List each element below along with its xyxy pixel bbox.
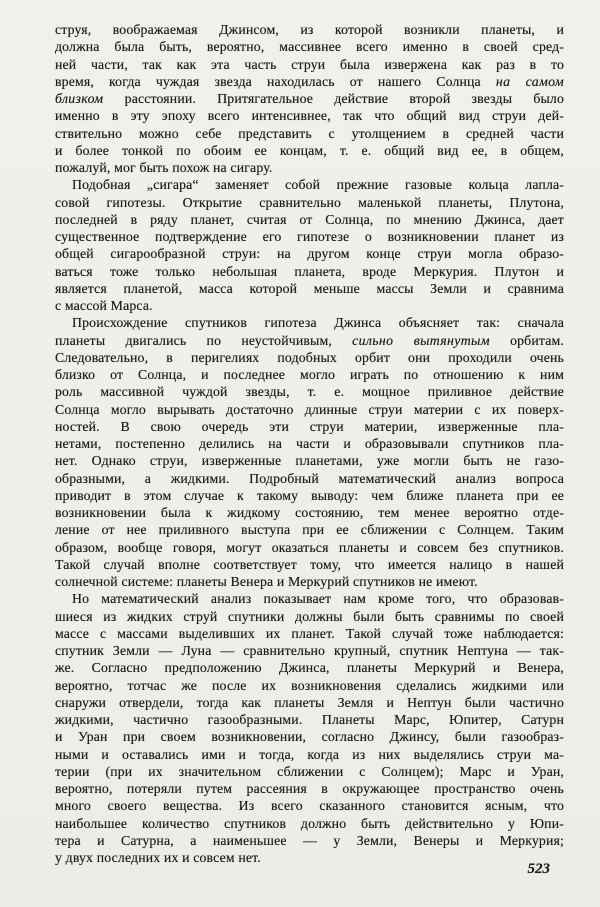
text-line: наибольшее количество спутников должно быть действительно у Юпи- <box>55 815 564 831</box>
text-line: планеты двигались по неустойчивым, сильно вытянутым орбитам. <box>55 332 564 348</box>
text-line: снаружи отвердели, тогда как планеты Земля и Нептун были частично <box>55 694 564 710</box>
text-line: близком расстоянии. Притягательное действие второй звезды было <box>55 91 564 106</box>
text-line: терии (при их значительном сближении с Солнцем); Марс и Уран, <box>55 763 564 779</box>
text-line: ствительно можно себе представить с утолщением в средней части <box>55 125 564 141</box>
text-line: существенное подтверждение его гипотезе о возникновении планет из <box>55 229 564 244</box>
text-line: должна была быть, вероятно, массивнее всего именно в своей сред- <box>55 39 564 55</box>
text-line: жидкими, частично газообразными. Планеты Марс, Юпитер, Сатурн <box>55 712 564 727</box>
text-line: Солнца могло вырывать достаточно длинные струи материи с их поверх- <box>55 401 564 417</box>
text-line: ление от нее приливного выступа при ее сближении с Солнцем. Таким <box>55 522 564 538</box>
text-line: близко от Солнца, и последнее могло играть по отношению к ним <box>55 367 564 382</box>
text-line: Но математический анализ показывает нам кроме того, что образовав- <box>72 591 564 607</box>
text-line: струя, воображаемая Джинсом, из которой возникли планеты, и <box>55 22 564 37</box>
text-line: с массой Марса. <box>55 298 153 313</box>
text-line: много своего вещества. Из всего сказанного становится ясным, что <box>55 798 564 814</box>
text-line: Такой случай вполне соответствует тому, что имеется налицо в нашей <box>55 556 564 572</box>
text-line: ностей. В свою очередь эти струи материи, изверженные пла- <box>55 418 564 434</box>
text-line: приводит в этом случае к такому выводу: чем ближе планета при ее <box>55 487 564 503</box>
text-line: же. Согласно предположению Джинса, планеты Меркурий и Венера, <box>55 660 564 676</box>
text-line: и Уран при своем возникновении, согласно Джинсу, были газообраз- <box>55 729 564 745</box>
text-line: общей сигарообразной струи: на другом конце струи могла образо- <box>55 246 564 262</box>
text-line: последней в ряду планет, считая от Солнца, по мнению Джинса, дает <box>55 211 564 227</box>
text-line: совой гипотезы. Открытие сравнительно маленькой планеты, Плутона, <box>55 194 564 210</box>
text-line: роль массивной чуждой звезды, т. е. мощное приливное действие <box>55 384 564 400</box>
text-line: возникновении была к жидкому состоянию, тем менее вероятно отде- <box>55 505 564 520</box>
text-line: ваться тоже только небольшая планета, вроде Меркурия. Плутон и <box>55 263 564 279</box>
text-block <box>55 21 564 866</box>
text-line: ней части, так как эта часть струи была извержена как раз в то <box>55 56 564 72</box>
text-line: является планетой, масса которой меньше массы Земли и сравнима <box>55 280 564 296</box>
text-line: вероятно, тотчас же после их возникновения сделались жидкими или <box>55 677 564 693</box>
text-line: время, когда чуждая звезда находилась от нашего Солнца на самом <box>55 73 564 89</box>
text-line: вероятно, потеряли путем рассеяния в окружающее пространство очень <box>55 781 564 796</box>
page-number: 523 <box>527 861 550 877</box>
text-line: ными и оставались ими и тогда, когда из них выделялись струи ма- <box>55 746 564 762</box>
text-line: массе с массами выделивших их планет. Такой случай тоже наблюдается: <box>55 625 564 641</box>
text-line: нет. Однако струи, изверженные планетами, уже могли быть не газо- <box>55 453 564 469</box>
text-line: Происхождение спутников гипотеза Джинса объясняет так: сначала <box>72 315 564 331</box>
text-line: Подобная „сигара“ заменяет собой прежние газовые кольца лапла- <box>72 177 564 193</box>
text-line: спутник Земли — Луна — сравнительно крупный, спутник Нептуна — так- <box>55 643 564 658</box>
text-line: образом, вообще говоря, могут оказаться планеты и совсем без спутников. <box>55 539 564 555</box>
text-line: нетами, постепенно делились на части и образовывали спутников пла- <box>55 436 564 451</box>
text-line: Следовательно, в перигелиях подобных орбит они проходили очень <box>55 349 564 365</box>
text-line: шиеся из жидких струй спутники должны были быть сравнимы по своей <box>55 608 564 624</box>
text-line: тера и Сатурна, а наименьшее — у Земли, Венеры и Меркурия; <box>55 832 564 848</box>
text-line: солнечной системе: планеты Венера и Меркурий спутников не имеют. <box>55 574 478 589</box>
text-line: пожалуй, мог быть похож на сигару. <box>55 160 273 175</box>
text-line: образными, а жидкими. Подробный математический анализ вопроса <box>55 470 564 486</box>
text-line: именно в эту эпоху всего интенсивнее, так что общий вид струи дей- <box>55 108 564 124</box>
text-line: у двух последних их и совсем нет. <box>55 850 261 865</box>
text-line: и более тонкой по обоим ее концам, т. е. общий вид ее, в общем, <box>55 142 564 158</box>
